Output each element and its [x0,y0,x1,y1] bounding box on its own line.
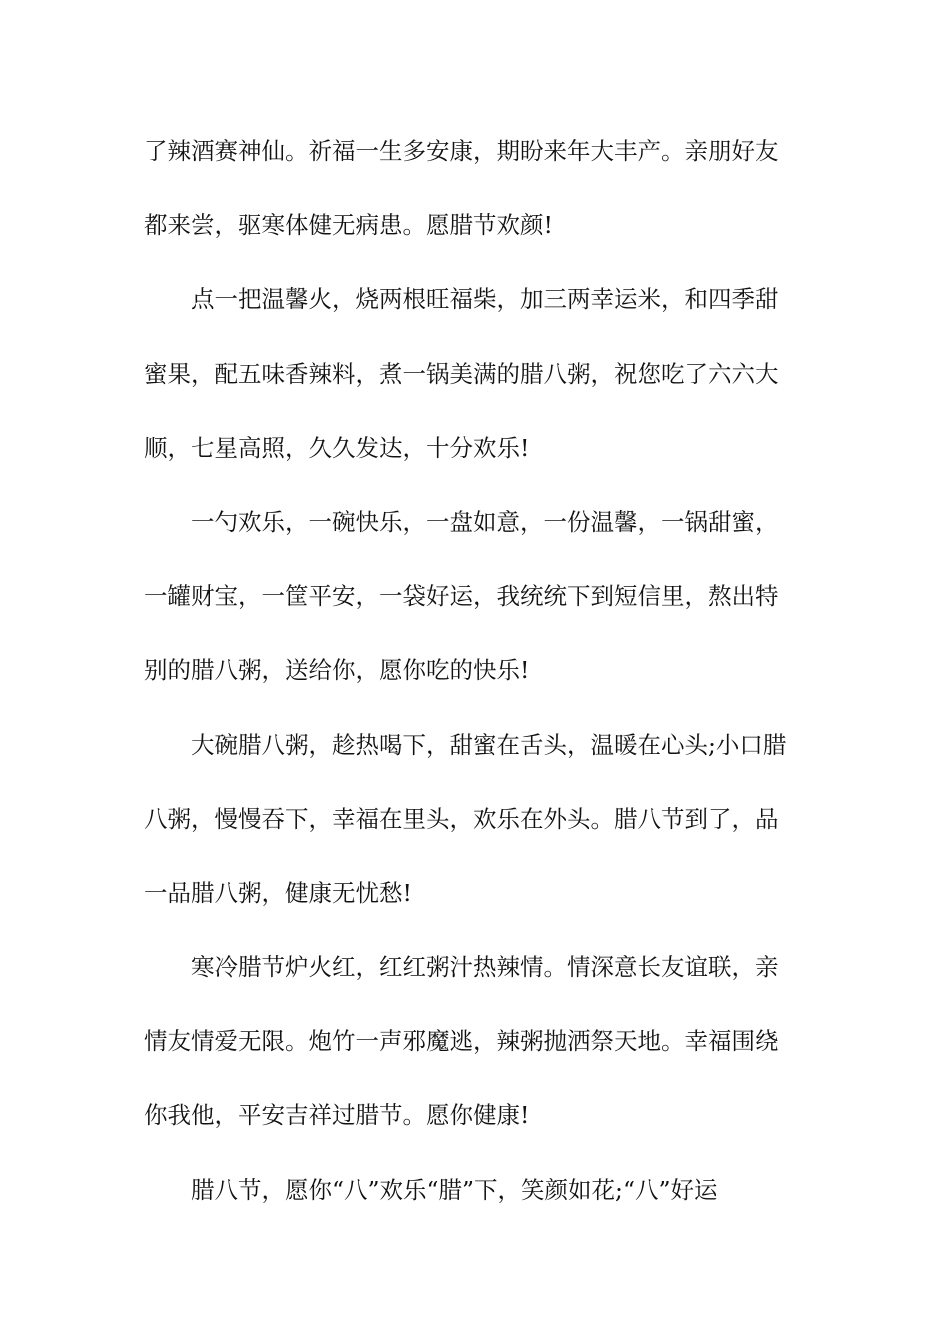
text-line: 蜜果，配五味香辣料，煮一锅美满的腊八粥，祝您吃了六六大 [144,359,779,388]
text-line: 一罐财宝，一筐平安，一袋好运，我统统下到短信里，熬出特 [144,582,779,611]
paragraph [144,497,806,720]
text-line: 情友情爱无限。炮竹一声邪魔逃，辣粥抛洒祭天地。幸福围绕 [144,1027,779,1056]
text-line: 寒冷腊节炉火红，红红粥汁热辣情。情深意长友谊联，亲 [191,953,779,982]
paragraph [144,720,806,943]
paragraph [144,942,806,1165]
paragraph [144,274,806,497]
text-line: 了辣酒赛神仙。祈福一生多安康，期盼来年大丰产。亲朋好友 [144,137,779,165]
text-line: 你我他，平安吉祥过腊节。愿你健康! [144,1101,530,1130]
text-line: 顺，七星高照，久久发达，十分欢乐! [144,433,530,462]
paragraph-continued [144,126,806,274]
document-body [144,126,806,1239]
text-line: 点一把温馨火，烧两根旺福柴，加三两幸运米，和四季甜 [191,285,779,314]
text-line: 一勺欢乐，一碗快乐，一盘如意，一份温馨，一锅甜蜜， [191,507,779,536]
text-line: 别的腊八粥，送给你，愿你吃的快乐! [144,656,530,685]
text-line: 都来尝，驱寒体健无病患。愿腊节欢颜! [144,211,553,240]
text-line: 大碗腊八粥，趁热喝下，甜蜜在舌头，温暖在心头;小口腊 [191,730,787,759]
text-line: 一品腊八粥，健康无忧愁! [144,878,412,907]
paragraph [144,1165,806,1239]
text-line: 腊八节，愿你“八”欢乐“腊”下，笑颜如花;“八”好运 [191,1175,718,1204]
text-line: 八粥，慢慢吞下，幸福在里头，欢乐在外头。腊八节到了，品 [144,804,779,833]
